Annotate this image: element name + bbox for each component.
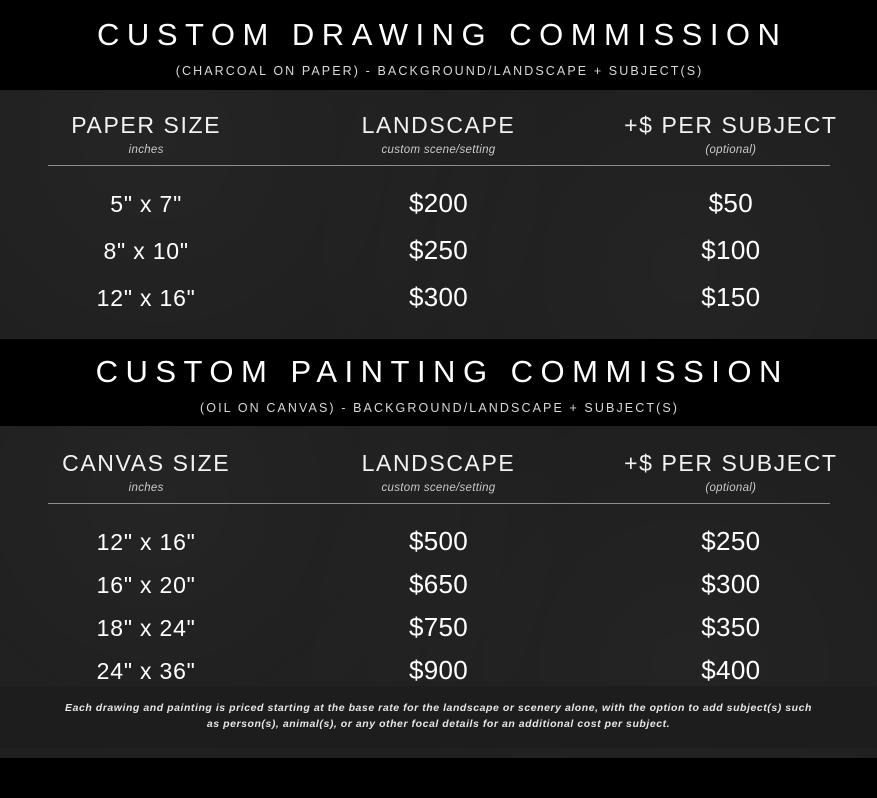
painting-header-landscape bbox=[292, 450, 584, 494]
column-subtitle: custom scene/setting bbox=[381, 481, 496, 494]
cell-size: 12" x 16" bbox=[96, 284, 196, 311]
cell-landscape-price: $500 bbox=[408, 525, 469, 556]
drawing-table-header-row bbox=[0, 112, 877, 156]
column-subtitle: (optional) bbox=[705, 143, 757, 156]
cell-per-subject-price: $400 bbox=[701, 654, 761, 685]
drawing-price-table bbox=[0, 90, 877, 339]
drawing-header-landscape bbox=[292, 112, 584, 156]
cell-per-subject-price: $50 bbox=[708, 187, 753, 218]
column-title: PAPER SIZE bbox=[71, 111, 222, 138]
column-title: LANDSCAPE bbox=[361, 449, 516, 476]
cell-per-subject-price: $250 bbox=[701, 525, 761, 556]
column-subtitle: inches bbox=[128, 481, 164, 494]
cell-size: 24" x 36" bbox=[96, 657, 196, 684]
table-row bbox=[0, 282, 877, 313]
painting-section-subtitle: (OIL ON CANVAS) - BACKGROUND/LANDSCAPE + SUBJECT(S) bbox=[200, 400, 680, 415]
painting-price-table bbox=[0, 426, 877, 759]
table-row bbox=[0, 188, 877, 219]
cell-size: 8" x 10" bbox=[103, 237, 189, 264]
table-row bbox=[0, 612, 877, 643]
painting-header-per-subject bbox=[585, 450, 877, 494]
drawing-section-subtitle: (CHARCOAL ON PAPER) - BACKGROUND/LANDSCAPE + SUBJECT(S) bbox=[175, 63, 704, 78]
cell-per-subject-price: $150 bbox=[701, 281, 761, 312]
table-row bbox=[0, 235, 877, 266]
column-title: +$ PER SUBJECT bbox=[624, 111, 838, 138]
cell-per-subject-price: $100 bbox=[701, 234, 761, 265]
column-subtitle: custom scene/setting bbox=[381, 143, 496, 156]
table-row bbox=[0, 569, 877, 600]
bottom-bar bbox=[0, 758, 877, 798]
cell-landscape-price: $750 bbox=[408, 611, 469, 642]
cell-landscape-price: $200 bbox=[408, 187, 469, 218]
painting-table-divider bbox=[48, 503, 830, 504]
cell-landscape-price: $250 bbox=[408, 234, 469, 265]
pricing-footnote: Each drawing and painting is priced starting at the base rate for the landscape or scenery alone, with the option to add subject(s) such as person(s), animal(s), or any other focal details for an additional cost per subject. bbox=[0, 686, 877, 749]
cell-landscape-price: $300 bbox=[408, 281, 469, 312]
drawing-header-per-subject bbox=[585, 112, 877, 156]
painting-header-size bbox=[0, 450, 292, 494]
cell-size: 12" x 16" bbox=[96, 528, 196, 555]
painting-section-header bbox=[0, 339, 877, 426]
column-subtitle: (optional) bbox=[705, 481, 757, 494]
drawing-header-size bbox=[0, 112, 292, 156]
painting-section-title: CUSTOM PAINTING COMMISSION bbox=[95, 353, 789, 389]
column-title: CANVAS SIZE bbox=[62, 449, 231, 476]
drawing-table-divider bbox=[48, 165, 830, 166]
cell-size: 18" x 24" bbox=[96, 614, 196, 641]
cell-landscape-price: $900 bbox=[408, 654, 469, 685]
column-subtitle: inches bbox=[128, 143, 164, 156]
table-row bbox=[0, 655, 877, 686]
cell-per-subject-price: $300 bbox=[701, 568, 761, 599]
drawing-section-title: CUSTOM DRAWING COMMISSION bbox=[97, 17, 788, 52]
cell-per-subject-price: $350 bbox=[701, 611, 761, 642]
cell-landscape-price: $650 bbox=[408, 568, 469, 599]
column-title: +$ PER SUBJECT bbox=[624, 449, 838, 476]
drawing-section-header bbox=[0, 0, 877, 90]
painting-table-header-row bbox=[0, 450, 877, 494]
column-title: LANDSCAPE bbox=[361, 111, 516, 138]
cell-size: 16" x 20" bbox=[96, 571, 196, 598]
table-row bbox=[0, 526, 877, 557]
cell-size: 5" x 7" bbox=[110, 190, 183, 217]
